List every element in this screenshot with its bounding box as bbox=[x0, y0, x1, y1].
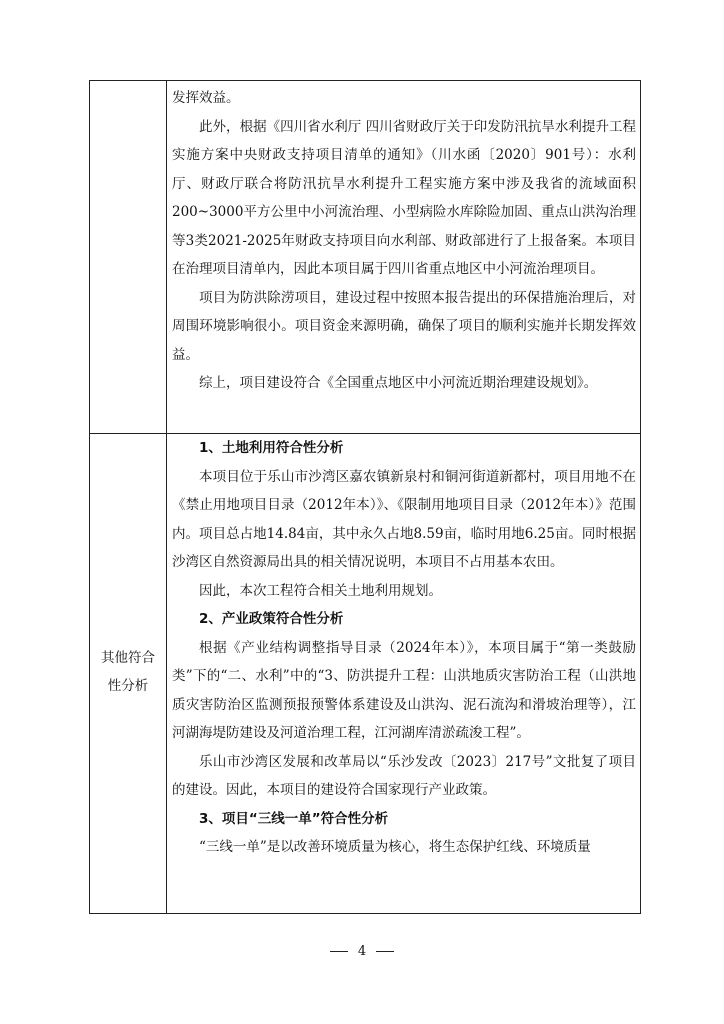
footer-dash-left bbox=[330, 951, 348, 952]
row-label bbox=[90, 644, 166, 700]
paragraph: 乐山市沙湾区发展和改革局以“乐沙发改〔2023〕217号”文批复了项目的建设。因此，本项目的建设符合国家现行产业政策。 bbox=[172, 753, 636, 798]
content-cell bbox=[167, 434, 640, 913]
paragraph: 发挥效益。 bbox=[172, 90, 240, 106]
paragraph: 此外，根据《四川省水利厅 四川省财政厅关于印发防汛抗旱水利提升工程实施方案中央财政支持项目清单的通知》（川水函〔2020〕901号）：水利厅、财政厅联合将防汛抗旱水利提升工程实施方案中涉及我省的流域面积200~3000平方公里中小河流治理、小型病险水库除险加固、重点山洪沟治理等3类2021-2025年财政支持项目向水利部、财政部进行了上报备案。本项目在治理项目清单内，因此本项目属于四川省重点地区中小河流治理项目。 bbox=[172, 118, 636, 277]
paragraph: 根据《产业结构调整指导目录（2024年本）》，本项目属于“第一类鼓励类”下的“二、水利”中的“3、防洪提升工程：山洪地质灾害防治工程（山洪地质灾害防治区监测预报预警体系建设及山洪沟、泥石流沟和滑坡治理等），江河湖海堤防建设及河道治理工程，江河湖库清淤疏浚工程”。 bbox=[172, 639, 636, 741]
document-table bbox=[89, 80, 641, 914]
paragraph: 本项目位于乐山市沙湾区嘉农镇新泉村和铜河街道新都村，项目用地不在《禁止用地项目目录（2012年本）》、《限制用地项目目录（2012年本）》范围内。项目总占地14.84亩，其中永久占地8.59亩，临时用地6.25亩。同时根据沙湾区自然资源局出具的相关情况说明，本项目不占用基本农田。 bbox=[172, 468, 636, 570]
page-number: 4 bbox=[357, 944, 367, 959]
paragraph: 项目为防洪除涝项目，建设过程中按照本报告提出的环保措施治理后，对周围环境影响很小。项目资金来源明确，确保了项目的顺利实施并长期发挥效益。 bbox=[172, 289, 636, 363]
left-cell-empty bbox=[90, 81, 167, 433]
section-heading: 3、项目“三线一单”符合性分析 bbox=[199, 810, 389, 827]
footer-dash-right bbox=[376, 951, 394, 952]
section-heading: 1、土地利用符合性分析 bbox=[199, 440, 344, 456]
paragraph: 综上，项目建设符合《全国重点地区中小河流近期治理建设规划》。 bbox=[199, 375, 598, 391]
section-heading: 2、产业政策符合性分析 bbox=[199, 611, 344, 627]
paragraph: “三线一单”是以改善环境质量为核心，将生态保护红线、环境质量 bbox=[199, 839, 591, 855]
row-label-line: 其他符合 bbox=[101, 650, 155, 666]
table-row bbox=[89, 433, 641, 914]
content-cell bbox=[167, 81, 640, 433]
row-label-line: 性分析 bbox=[107, 678, 149, 694]
paragraph: 因此，本次工程符合相关土地利用规划。 bbox=[199, 582, 442, 599]
page-footer bbox=[0, 944, 724, 959]
left-cell bbox=[90, 434, 167, 913]
table-row bbox=[89, 80, 641, 433]
